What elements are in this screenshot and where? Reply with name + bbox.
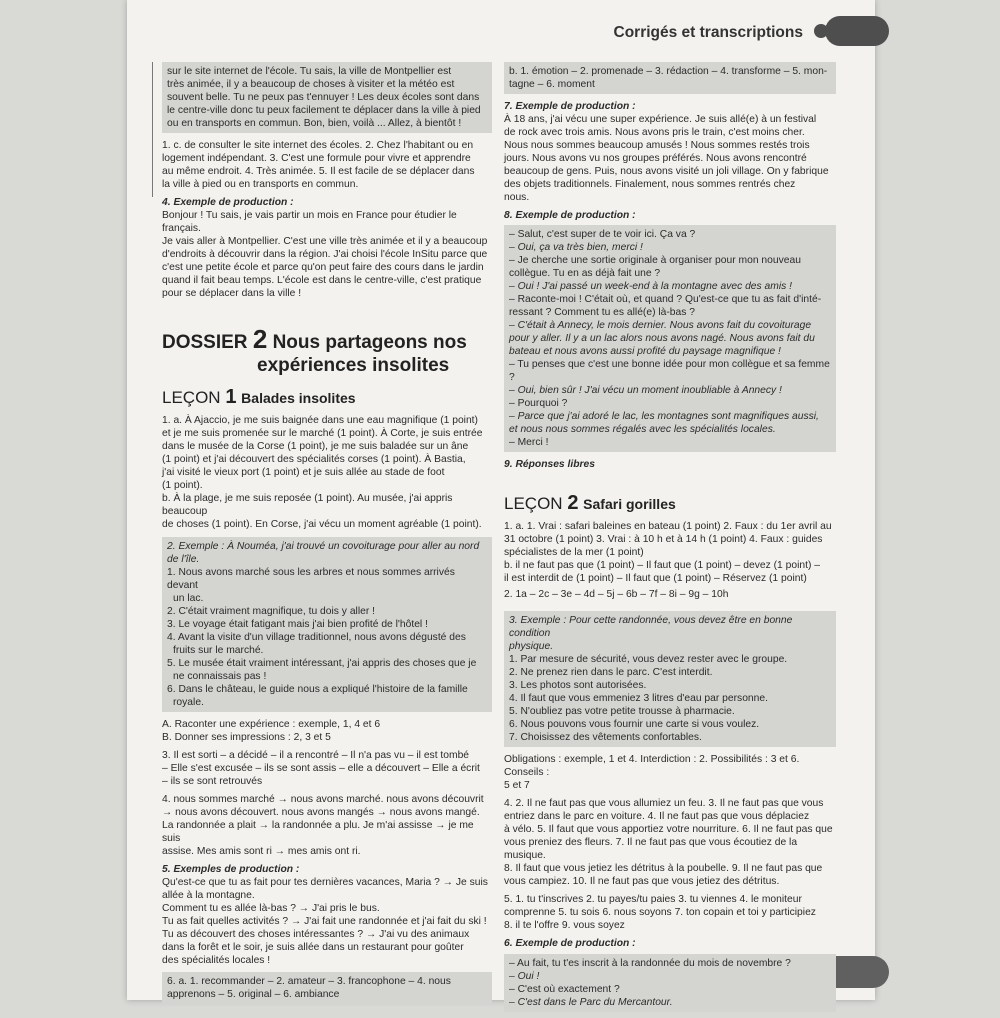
text-line: 3. Les photos sont autorisées. [509, 680, 647, 691]
text-line: 3. Le voyage était fatigant mais j'ai bien profité de l'hôtel ! [167, 619, 428, 630]
exercise-6b-box [504, 62, 836, 94]
text-line: 1. Par mesure de sécurité, vous devez rester avec le groupe. [509, 654, 788, 665]
text-line: – Oui ! [509, 971, 540, 982]
text-line: de choses (1 point). En Corse, j'ai vécu un moment agréable (1 point). [162, 519, 482, 530]
text-line: Qu'est-ce que tu as fait pour tes dernières vacances, Maria ? → Je suis [162, 877, 488, 888]
exercise-9: 9. Réponses libres [504, 459, 595, 470]
text-line: Obligations : exemple, 1 et 4. Interdiction : 2. Possibilités : 3 et 6. Conseils : [504, 754, 800, 778]
text-line: 1. c. de consulter le site internet des écoles. 2. Chez l'habitant ou en [162, 140, 474, 151]
text-line: 7. Choisissez des vêtements confortables. [509, 732, 702, 743]
text-line: fruits sur le marché. [173, 645, 264, 656]
text-line: Tu as découvert des choses intéressantes ? → J'ai vu des animaux [162, 929, 470, 940]
text-line: Bonjour ! Tu sais, je vais partir un mois en France pour étudier le français. [162, 210, 457, 234]
text-line: comprenne 5. tu sois 6. nous soyons 7. ton copain et toi y participiez [504, 907, 816, 918]
text-line: 5. Le musée était vraiment intéressant, j'ai appris des choses que je [167, 658, 477, 669]
text-line: d'endroits à découvrir dans la région. J'ai choisi l'école InSitu parce que [162, 249, 488, 260]
text-line: – Je cherche une sortie originale à organiser pour mon nouveau [509, 255, 801, 266]
text-line: physique. [509, 641, 554, 652]
text-line: ressant ? Comment tu es allé(e) là-bas ? [509, 307, 695, 318]
text-line: – Raconte-moi ! C'était où, et quand ? Qu'est-ce que tu as fait d'inté- [509, 294, 822, 305]
text-line: c'est une petite école et parce qu'on peut faire des cours dans le jardin [162, 262, 484, 273]
text-line: assise. Mes amis sont ri → mes amis ont ri. [162, 846, 361, 857]
header-tab-shape [825, 16, 889, 46]
text-line: des objets traditionnels. Finalement, nous sommes rentrés chez [504, 179, 796, 190]
text-line: – Pourquoi ? [509, 398, 568, 409]
text-line: sur le site internet de l'école. Tu sais, la ville de Montpellier est [167, 66, 452, 77]
text-line: La randonnée a plait → la randonnée a plu. Je m'ai assisse → je me suis [162, 820, 474, 844]
text-line: – Oui, bien sûr ! J'ai vécu un moment inoubliable à Annecy ! [509, 385, 782, 396]
text-line: 3. Il est sorti – a décidé – il a rencontré – Il n'a pas vu – il est tombé [162, 750, 470, 761]
text-line: 4. nous sommes marché → nous avons marché. nous avons découvrit [162, 794, 484, 805]
text-line: 4. 2. Il ne faut pas que vous allumiez un feu. 3. Il ne faut pas que vous [504, 798, 824, 809]
text-line: au même endroit. 4. Très animée. 5. Il est facile de se déplacer dans [162, 166, 475, 177]
text-line: 4. Il faut que vous emmeniez 3 litres d'eau par personne. [509, 693, 768, 704]
text-line: vous campiez. 10. Il ne faut pas que vous jetiez des détritus. [504, 876, 780, 887]
exercise-2: 2. 1a – 2c – 3e – 4d – 5j – 6b – 7f – 8i – 9g – 10h [504, 589, 729, 600]
text-line: – Tu penses que c'est une bonne idée pour mon collègue et sa femme ? [509, 359, 830, 383]
lesson-label: LEÇON [162, 388, 221, 407]
lesson-title: Balades insolites [241, 390, 356, 406]
text-line: À 18 ans, j'ai vécu une super expérience. Je suis allé(e) à un festival [504, 114, 817, 125]
exercise-6-box [504, 954, 836, 1012]
text-line: entriez dans le parc en voiture. 4. Il ne faut pas que vous déplaciez [504, 811, 810, 822]
text-line: 6. Nous pouvons vous fournir une carte si vous voulez. [509, 719, 760, 730]
text-line: – C'est dans le Parc du Mercantour. [509, 997, 673, 1008]
text-line: 8. Il faut que vous jetiez les détritus à la poubelle. 9. Il ne faut pas que [504, 863, 823, 874]
dossier-heading [162, 324, 492, 377]
text-line: ou en transports en commun. Bon, bien, voilà ... Allez, à bientôt ! [167, 118, 462, 129]
exercise-heading: 8. Exemple de production : [504, 210, 636, 221]
text-line: Comment tu es allée là-bas ? → J'ai pris le bus. [162, 903, 380, 914]
dossier-title-line1: Nous partageons nos [272, 332, 467, 353]
exercise-4 [162, 793, 492, 858]
exercise-2-classification [162, 718, 492, 744]
text-line: nous. [504, 192, 530, 203]
exercise-heading: 6. Exemple de production : [504, 938, 636, 949]
exercise-heading: 5. Exemples de production : [162, 864, 300, 875]
text-line: bateau et nous avons aussi profité du paysage magnifique ! [509, 346, 781, 357]
text-line: spécialistes de la mer (1 point) [504, 547, 644, 558]
text-line: 4. Avant la visite d'un village traditionnel, nous avons dégusté des [167, 632, 466, 643]
text-line: et nous nous sommes régalés avec les spécialités locales. [509, 424, 776, 435]
exercise-heading: 4. Exemple de production : [162, 197, 294, 208]
text-line: 5 et 7 [504, 780, 530, 791]
text-line: 6. Dans le château, le guide nous a expliqué l'histoire de la famille [167, 684, 468, 695]
text-line: beaucoup de gens. Puis, nous avons visité un joli village. On y fabrique [504, 166, 829, 177]
text-line: allée à la montagne. [162, 890, 255, 901]
exercise-1 [162, 414, 492, 531]
production-example [162, 209, 492, 300]
exercise-3 [162, 749, 492, 788]
text-line: ne connaissais pas ! [173, 671, 267, 682]
text-line: 2. Exemple : À Nouméa, j'ai trouvé un covoiturage pour aller au nord [167, 541, 480, 552]
text-line: logement indépendant. 3. C'est une formule pour vivre et apprendre [162, 153, 471, 164]
text-line: b. il ne faut pas que (1 point) – Il faut que (1 point) – devez (1 point) – [504, 560, 820, 571]
text-line: – Au fait, tu t'es inscrit à la randonnée du mois de novembre ? [509, 958, 791, 969]
text-line: A. Raconter une expérience : exemple, 1, 4 et 6 [162, 719, 381, 730]
dossier-title-line2: expériences insolites [257, 355, 450, 376]
exercise-8-box [504, 225, 836, 452]
text-line: un lac. [173, 593, 204, 604]
text-line: 5. N'oubliez pas votre petite trousse à pharmacie. [509, 706, 735, 717]
text-line: il est interdit de (1 point) – Il faut que (1 point) – Réservez (1 point) [504, 573, 807, 584]
text-line: Tu as fait quelles activités ? → J'ai fait une randonnée et j'ai fait du ski ! [162, 916, 487, 927]
exercise-7 [504, 113, 836, 204]
text-line: 1. a. 1. Vrai : safari baleines en bateau (1 point) 2. Faux : du 1er avril au [504, 521, 832, 532]
text-line: vous preniez des fleurs. 7. Il ne faut pas que vous écoutiez de la musique. [504, 837, 798, 861]
text-line: b. À la plage, je me suis reposée (1 point). Au musée, j'ai appris beaucoup [162, 493, 453, 517]
text-line: de rock avec trois amis. Nous avons pris le train, c'est moins cher. [504, 127, 805, 138]
exercise-heading: 7. Exemple de production : [504, 101, 636, 112]
text-line: 1. a. À Ajaccio, je me suis baignée dans une eau magnifique (1 point) [162, 415, 478, 426]
exercise-5 [162, 876, 492, 967]
text-line: Nous nous sommes beaucoup amusés ! Nous sommes restés trois [504, 140, 810, 151]
exercise-3-box [504, 611, 836, 747]
text-line: – Merci ! [509, 437, 549, 448]
exercise-1 [504, 520, 836, 585]
lesson-number: 1 [225, 386, 237, 408]
text-line: tagne – 6. moment [509, 79, 595, 90]
text-line: dans le musée de la Corse (1 point), je me suis baladée sur un âne [162, 441, 469, 452]
dossier-number: 2 [252, 324, 268, 354]
exercise-5 [504, 893, 836, 932]
text-line: très animée, il y a beaucoup de choses à visiter et la météo est [167, 79, 455, 90]
running-head: Corrigés et transcriptions [613, 24, 803, 41]
intro-transcript-box [162, 62, 492, 133]
text-line: 8. il te l'offre 9. vous soyez [504, 920, 625, 931]
text-line: 1. Nous avons marché sous les arbres et nous sommes arrivés devant [167, 567, 455, 591]
text-line: des spécialités locales ! [162, 955, 271, 966]
text-line: 6. a. 1. recommander – 2. amateur – 3. francophone – 4. nous [167, 976, 451, 987]
text-line: et je me suis promenée sur le marché (1 point). À Corte, je suis entrée [162, 428, 483, 439]
text-line: quand il fait beau temps. L'école est dans le centre-ville, c'est pratique [162, 275, 482, 286]
lesson-number: 2 [567, 492, 579, 514]
answers-block [162, 139, 492, 191]
text-line: – C'est où exactement ? [509, 984, 620, 995]
text-line: royale. [173, 697, 204, 708]
exercise-4 [504, 797, 836, 888]
text-line: (1 point) et j'ai découvert des spécialités corses (1 point). À Bastia, [162, 454, 466, 465]
text-line: → nous avons découvert. nous avons mangés → nous avons mangé. [162, 807, 480, 818]
text-line: 2. Ne prenez rien dans le parc. C'est interdit. [509, 667, 713, 678]
text-line: collègue. Tu en as déjà fait une ? [509, 268, 661, 279]
text-line: pour se déplacer dans la ville ! [162, 288, 302, 299]
text-line: à vélo. 5. Il faut que vous apportiez votre nourriture. 6. Il ne faut pas que [504, 824, 833, 835]
document-page [127, 0, 875, 1008]
text-line: le centre-ville donc tu peux facilement te déplacer dans la ville à pied [167, 105, 481, 116]
text-line: souvent belle. Tu ne peux pas t'ennuyer ! Les deux écoles sont dans [167, 92, 480, 103]
exercise-6-box [162, 972, 492, 1004]
text-line: apprenons – 5. original – 6. ambiance [167, 989, 340, 1000]
text-line: – C'était à Annecy, le mois dernier. Nous avons fait du covoiturage [509, 320, 812, 331]
lesson-heading [162, 387, 492, 408]
lesson-label: LEÇON [504, 494, 563, 513]
text-line: Je vais aller à Montpellier. C'est une ville très animée et il y a beaucoup [162, 236, 488, 247]
text-line: dans la forêt et le soir, je suis allée dans un restaurant pour goûter [162, 942, 464, 953]
left-column [162, 62, 492, 1010]
text-line: jours. Nous avons vu nos groupes préférés. Nous avons rencontré [504, 153, 807, 164]
text-line: de l'île. [167, 554, 200, 565]
lesson-heading [504, 493, 836, 514]
text-line: – ils se sont retrouvés [162, 776, 263, 787]
text-line: 2. C'était vraiment magnifique, tu dois y aller ! [167, 606, 375, 617]
text-line: – Salut, c'est super de te voir ici. Ça va ? [509, 229, 696, 240]
dossier-label: DOSSIER [162, 332, 248, 353]
text-line: 31 octobre (1 point) 3. Vrai : à 10 h et à 14 h (1 point) 4. Faux : guides [504, 534, 823, 545]
text-line: – Oui, ça va très bien, merci ! [509, 242, 643, 253]
text-line: – Elle s'est excusée – ils se sont assis – elle a découvert – Elle a écrit [162, 763, 480, 774]
exercise-2-box [162, 537, 492, 712]
lesson-title: Safari gorilles [583, 496, 676, 512]
text-line: pour y aller. Il y a un lac alors nous avons nagé. Nous avons fait du [509, 333, 815, 344]
text-line: – Oui ! J'ai passé un week-end à la montagne avec des amis ! [509, 281, 792, 292]
text-line: B. Donner ses impressions : 2, 3 et 5 [162, 732, 331, 743]
right-column [504, 62, 836, 1018]
text-line: 3. Exemple : Pour cette randonnée, vous devez être en bonne condition [509, 615, 793, 639]
text-line: la ville à pied ou en transports en commun. [162, 179, 359, 190]
text-line: (1 point). [162, 480, 203, 491]
text-line: 5. 1. tu t'inscrives 2. tu payes/tu paies 3. tu viennes 4. le moniteur [504, 894, 802, 905]
text-line: j'ai visité le vieux port (1 point) et je suis allée au stade de foot [162, 467, 445, 478]
exercise-3-classification [504, 753, 836, 792]
text-line: – Parce que j'ai adoré le lac, les montagnes sont magnifiques aussi, [509, 411, 819, 422]
text-line: b. 1. émotion – 2. promenade – 3. rédaction – 4. transforme – 5. mon- [509, 66, 828, 77]
